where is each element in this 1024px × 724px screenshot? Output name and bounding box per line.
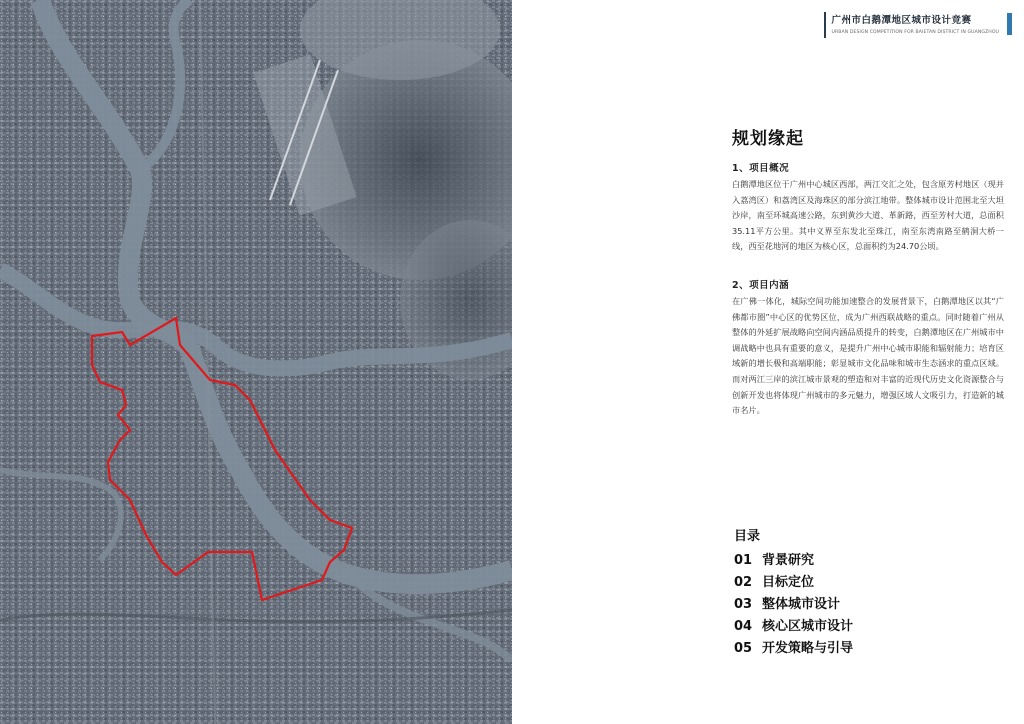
toc-title: 目录 [734, 529, 761, 544]
paragraph-body: 在广佛一体化，城际空间功能加速整合的发展背景下，白鹅潭地区以其“广佛都市圈”中心区的优势区位，成为广州西联战略的重点。同时随着广州从整体的外延扩展战略向空间内涵品质提升的转变，白鹅潭地区在广州城市中调战略中也具有重要的意义，是提升广州中心城市职能和辐射能力；培育区域新的增长极和高端职能；彰显城市文化品味和城市生态涵求的重点区域。而对两江三岸的滨江城市景观的塑造和对丰富的近现代历史文化资源整合与创新开发也将体现广州城市的多元魅力，增强区域人文吸引力，打造新的城市名片。 [732, 296, 1004, 416]
project-overview [732, 160, 1004, 255]
header-accent-bar [1007, 13, 1012, 35]
toc-item-label: 背景研究 [762, 553, 815, 568]
toc-item-label: 整体城市设计 [762, 597, 841, 612]
toc-item-number: 05 [734, 641, 753, 656]
document-header [824, 12, 1012, 38]
header-subtitle: URBAN DESIGN COMPETITION FOR BAIETAN DISTRICT IN GUANGZHOU [831, 30, 999, 35]
header-divider [824, 12, 826, 38]
toc-item-number: 04 [734, 619, 753, 634]
toc-item-number: 02 [734, 575, 753, 590]
toc-item[interactable] [734, 638, 853, 660]
paragraph-body: 白鹅潭地区位于广州中心城区西部，两江交汇之处，包含原芳村地区（现并入荔湾区）和荔湾区及海珠区的部分滨江地带。整体城市设计范围北至大坦沙岸，南至环城高速公路，东到黄沙大道、革新路，西至芳村大道，总面积35.11平方公里。其中义界至东发北至珠江，南至东湾南路至鹤洞大桥一线，西至花地河的地区为核心区，总面积约为24.70公顷。 [732, 179, 1004, 252]
paragraph-heading: 2、项目内涵 [732, 280, 790, 291]
toc-item-label: 目标定位 [762, 575, 815, 590]
text-page [512, 0, 1024, 724]
toc-item[interactable] [734, 594, 853, 616]
paragraph-heading: 1、项目概况 [732, 163, 790, 174]
section-title: 规划缘起 [732, 129, 804, 149]
toc-item[interactable] [734, 550, 853, 572]
table-of-contents [734, 525, 853, 660]
toc-item[interactable] [734, 572, 853, 594]
header-title: 广州市白鹅潭地区城市设计竞赛 [831, 15, 972, 26]
toc-item-number: 01 [734, 553, 753, 568]
toc-item[interactable] [734, 616, 853, 638]
project-connotation [732, 277, 1004, 419]
toc-item-label: 开发策略与引导 [762, 641, 854, 656]
toc-item-number: 03 [734, 597, 753, 612]
toc-item-label: 核心区城市设计 [762, 619, 854, 634]
